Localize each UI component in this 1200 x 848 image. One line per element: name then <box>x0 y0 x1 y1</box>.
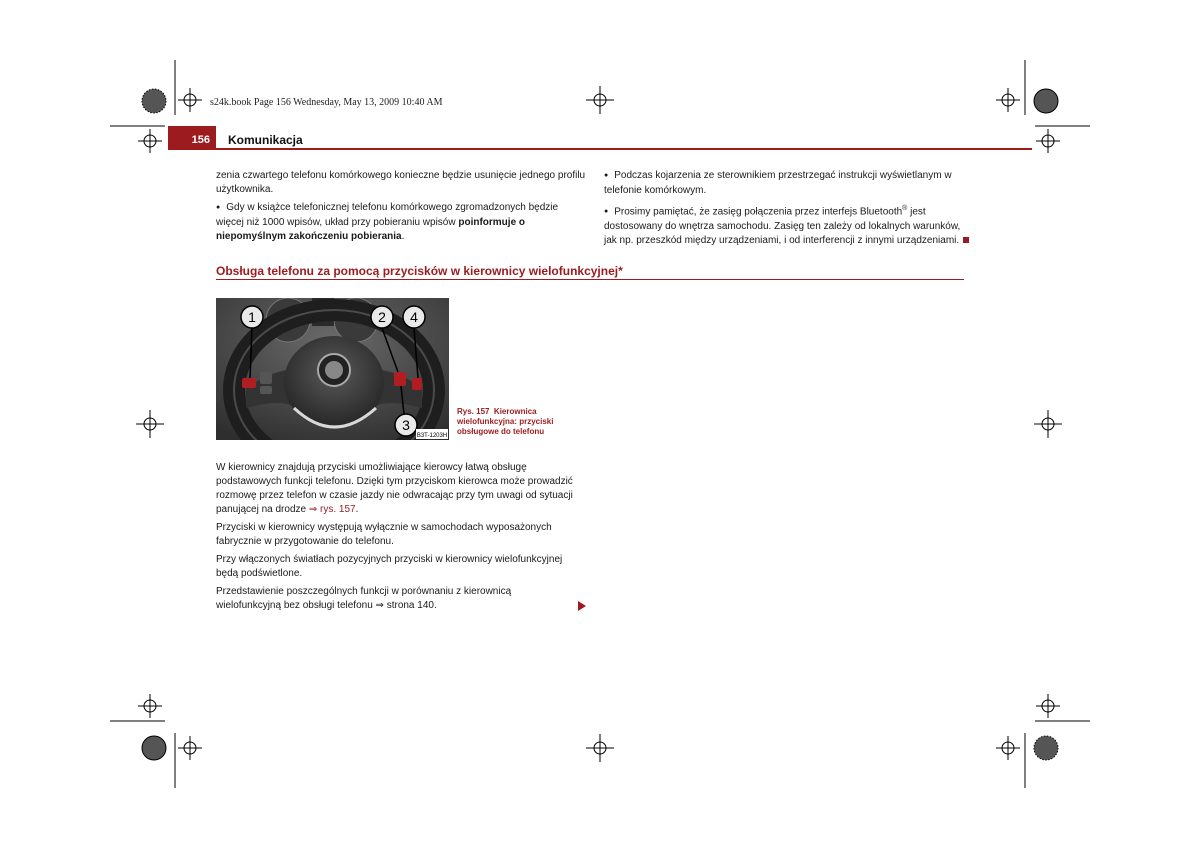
text: Podczas kojarzenia ze sterownikiem przestrzegać instrukcji wyświetlanym w telefonie komórkowym. <box>604 170 952 196</box>
left-column <box>216 169 588 248</box>
subheading: Obsługa telefonu za pomocą przycisków w kierownicy wielofunkcyjnej* <box>216 264 623 278</box>
header-rule <box>168 148 1032 150</box>
text: jest dostosowany do wnętrza samochodu. Zasięg ten zależy od lokalnych warunków, jak np. przeszkód między urządzeniami, i od interferencji z innymi urządzeniami. <box>604 206 961 247</box>
steering-wheel-illustration <box>216 298 449 440</box>
registered-mark: ® <box>902 205 908 212</box>
callout-label: 1 <box>248 309 256 325</box>
paragraph: Przy włączonych światłach pozycyjnych przyciski w kierownicy wielofunkcyjnej będą podświetlone. <box>216 554 563 579</box>
callout-label: 4 <box>410 309 418 325</box>
section-end-mark <box>963 237 969 243</box>
figure-reference-link[interactable]: ⇒ rys. 157 <box>308 504 356 515</box>
caption-label: Rys. 157 <box>457 407 490 416</box>
steering-wheel-figure <box>216 298 449 440</box>
paragraph: Przyciski w kierownicy występują wyłącznie w samochodach wyposażonych fabrycznie w przygotowanie do telefonu. <box>216 522 552 547</box>
body-text <box>216 461 578 617</box>
paragraph <box>216 461 578 517</box>
figure-code: B3T-1203H <box>416 433 448 439</box>
bullet-paragraph <box>604 202 972 248</box>
text: Gdy w książce telefonicznej telefonu komórkowego zgromadzonych będzie więcej niż 1000 wpisów, układ przy pobieraniu wpisów <box>216 202 559 228</box>
caption-text: Kierownica wielofunkcyjna: przyciski obsługowe do telefonu <box>457 407 554 436</box>
figure-caption <box>457 407 577 437</box>
section-title: Komunikacja <box>228 133 303 147</box>
text: . <box>355 504 359 515</box>
right-column <box>604 169 972 252</box>
continue-arrow-icon <box>578 601 586 611</box>
text: Prosimy pamiętać, że zasięg połączenia przez interfejs Bluetooth <box>614 206 903 218</box>
print-slug: s24k.book Page 156 Wednesday, May 13, 2009 10:40 AM <box>210 97 443 108</box>
subheading-rule <box>216 279 964 280</box>
page-number: 156 <box>168 126 216 150</box>
paragraph: zenia czwartego telefonu komórkowego konieczne będzie usunięcie jednego profilu użytkownika. <box>216 170 586 195</box>
callout-label: 3 <box>402 417 410 433</box>
text: Przedstawienie poszczególnych funkcji w porównaniu z kierownicą wielofunkcyjną bez obsługi telefonu <box>216 586 512 611</box>
paragraph <box>216 585 578 613</box>
bullet-paragraph <box>604 169 972 198</box>
text: . <box>401 231 405 242</box>
text: . <box>433 600 437 611</box>
bold-text: poinformuje o niepomyślnym zakończeniu pobierania <box>216 217 526 242</box>
callout-label: 2 <box>378 309 386 325</box>
page-reference-link[interactable]: ⇒ strona 140 <box>375 600 434 611</box>
bullet-paragraph <box>216 201 588 244</box>
text: W kierownicy znajdują przyciski umożliwiające kierowcy łatwą obsługę podstawowych funkcji telefonu. Dzięki tym przyciskom kierowca może prowadzić rozmowę przez telefon w czasie jazdy nie odwracając przy tym uwagi od sytuacji panującej na drodze <box>216 462 573 515</box>
